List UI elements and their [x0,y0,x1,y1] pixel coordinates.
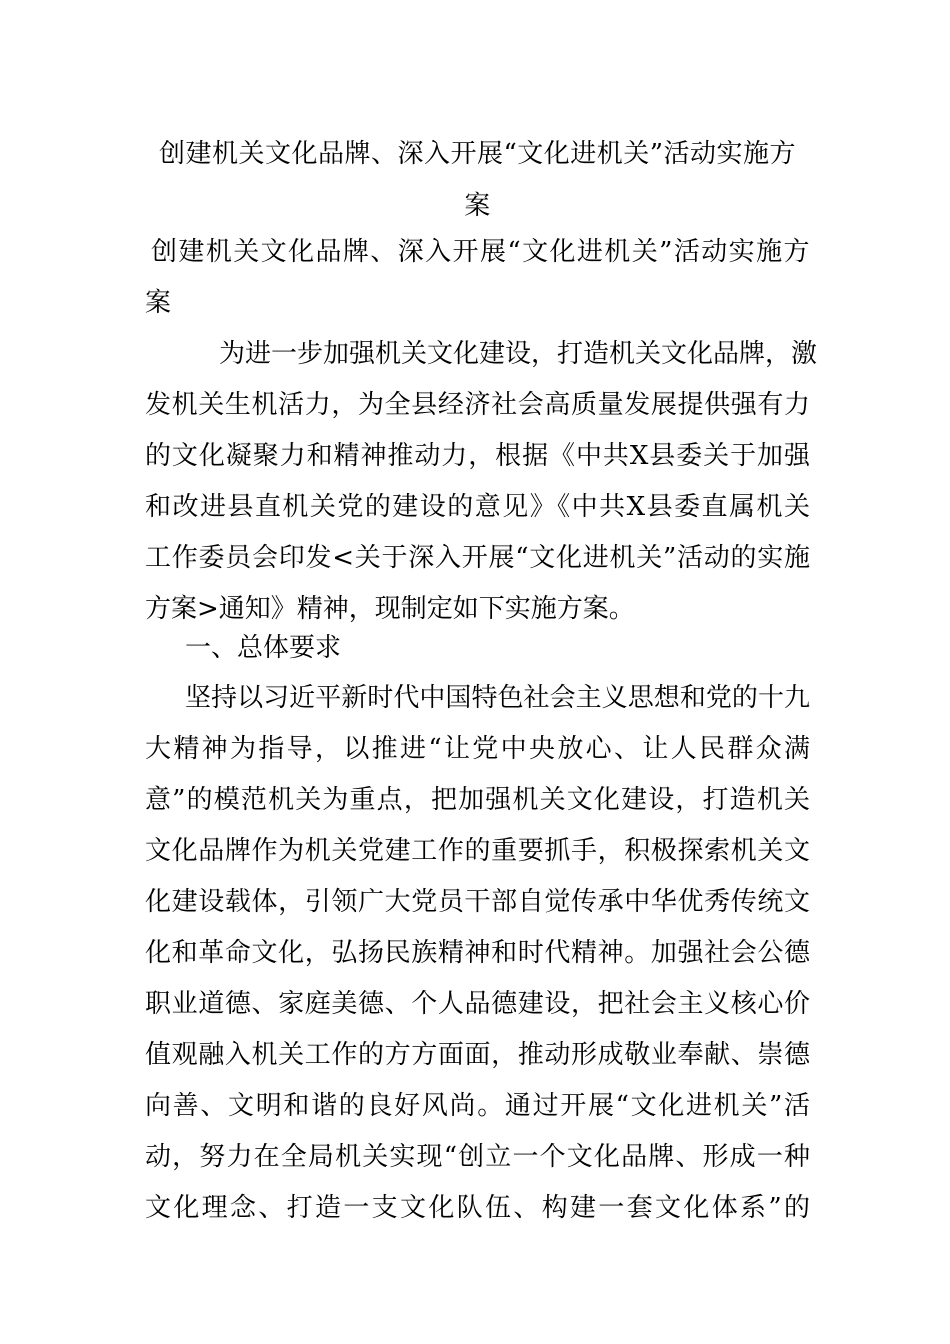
intro-line: 方案>通知》精神，现制定如下实施方案。 [145,594,635,624]
section1-line: 文化理念、打造一支文化队伍、构建一套文化体系”的 [145,1193,810,1223]
section1-line: 化和革命文化，弘扬民族精神和时代精神。加强社会公德 [145,938,810,968]
intro-line: 工作委员会印发<关于深入开展“文化进机关”活动的实施 [145,543,810,573]
intro-line: 和改进县直机关党的建设的意见》《中共X县委直属机关 [145,492,810,522]
section1-line: 大精神为指导，以推进“让党中央放心、让人民群众满 [145,734,810,764]
subtitle-line-2: 案 [145,288,172,318]
section1-line: 值观融入机关工作的方方面面，推动形成敬业奉献、崇德 [145,1040,810,1070]
document-title [145,128,810,232]
section1-line: 文化品牌作为机关党建工作的重要抓手，积极探索机关文 [145,836,810,866]
intro-line: 发机关生机活力，为全县经济社会高质量发展提供强有力 [145,390,810,420]
intro-line: 的文化凝聚力和精神推动力，根据《中共X县委关于加强 [145,441,810,471]
section-heading-general-requirements: 一、总体要求 [185,633,342,663]
title-line-1: 创建机关文化品牌、深入开展“文化进机关”活动实施方 [158,139,797,169]
section1-line: 动，努力在全局机关实现“创立一个文化品牌、形成一种 [145,1142,810,1172]
intro-line: 为进一步加强机关文化建设，打造机关文化品牌，激 [219,339,818,369]
intro-paragraph [145,329,818,635]
subtitle-line-1: 创建机关文化品牌、深入开展“文化进机关”活动实施方 [151,237,810,267]
section1-paragraph [145,673,810,1234]
section1-line: 职业道德、家庭美德、个人品德建设，把社会主义核心价 [145,989,810,1019]
document-subtitle [145,227,810,329]
section1-line: 坚持以习近平新时代中国特色社会主义思想和党的十九 [185,683,810,713]
title-line-2: 案 [464,191,491,221]
section1-line: 化建设载体，引领广大党员干部自觉传承中华优秀传统文 [145,887,810,917]
section1-line: 意”的模范机关为重点，把加强机关文化建设，打造机关 [145,785,810,815]
section1-line: 向善、文明和谐的良好风尚。通过开展“文化进机关”活 [145,1091,810,1121]
